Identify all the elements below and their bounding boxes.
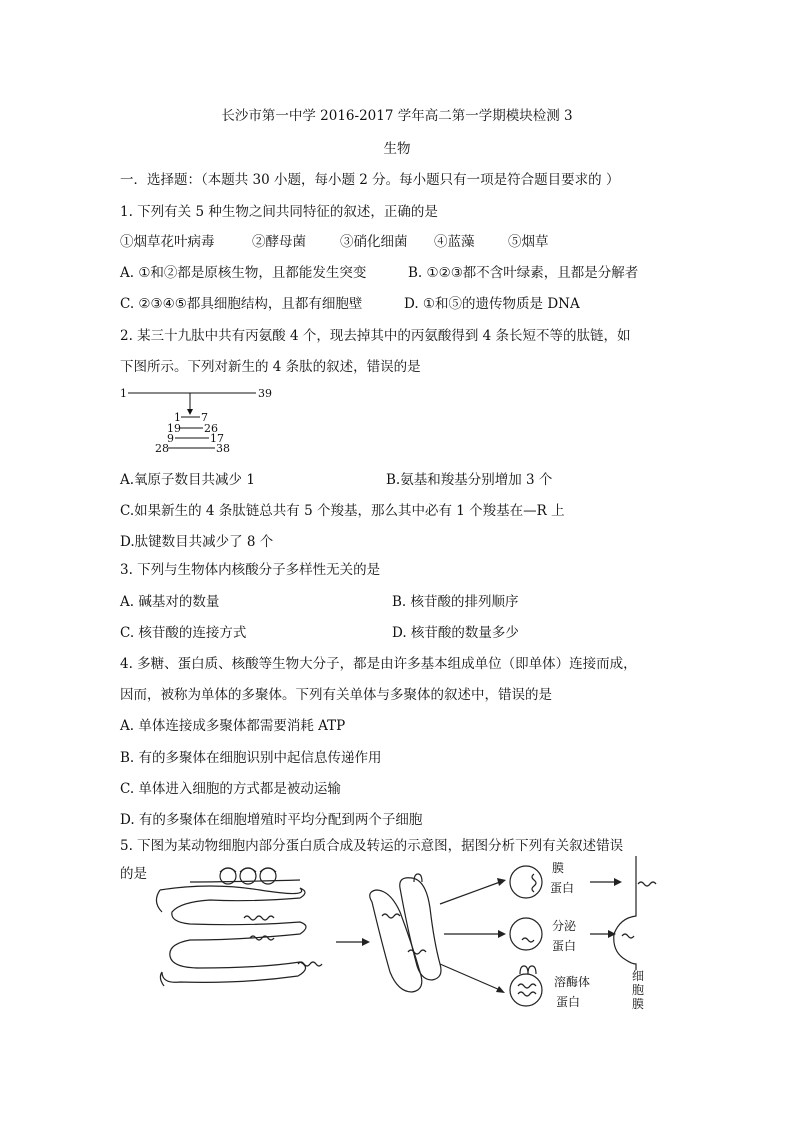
fig-top-left: 1 (120, 387, 127, 400)
mrna-strand (190, 880, 300, 882)
label-cell-membrane-char1: 细 (632, 969, 645, 983)
polypeptide-coil (408, 950, 426, 954)
q2-option-d: D.肽键数目共减少了 8 个 (120, 534, 274, 550)
label-membrane-protein-line2: 蛋白 (550, 881, 575, 895)
lysosome-vesicle (510, 974, 542, 1006)
q3-option-b: B. 核苷酸的排列顺序 (392, 594, 519, 610)
q5-stem-line2: 的是 (120, 866, 147, 882)
fig-row1-left: 1 (174, 411, 181, 424)
lysosome-receptor (520, 966, 536, 974)
ribosome-cap (220, 868, 276, 872)
label-secreted-protein-line2: 蛋白 (552, 939, 577, 953)
q1-option-b: B. ①②③都不含叶绿素，且都是分解者 (408, 265, 639, 281)
polypeptide-coil (382, 914, 400, 918)
q1-organism-1: ①烟草花叶病毒 (120, 234, 215, 250)
cell-membrane (614, 856, 636, 970)
arrowhead (362, 938, 370, 946)
protein-transport-figure (150, 852, 680, 1022)
label-lysosome-protein-line2: 蛋白 (556, 995, 581, 1009)
q4-option-c: C. 单体进入细胞的方式都是被动运输 (120, 781, 341, 797)
label-cell-membrane-char3: 膜 (632, 997, 645, 1011)
arrowhead (614, 878, 622, 886)
polypeptide-coil (298, 962, 322, 966)
fig-row2-right: 26 (204, 422, 218, 435)
q1-organism-2: ②酵母菌 (252, 234, 306, 250)
polypeptide-coil (518, 992, 536, 996)
arrowhead (497, 878, 506, 886)
q4-option-d: D. 有的多聚体在细胞增殖时平均分配到两个子细胞 (120, 812, 423, 828)
peptide-figure (118, 384, 288, 456)
q1-organism-4: ④蓝藻 (434, 234, 475, 250)
label-membrane-protein-line1: 膜 (552, 861, 565, 875)
q1-stem: 1. 下列有关 5 种生物之间共同特征的叙述，正确的是 (120, 204, 438, 220)
arrowhead (498, 930, 506, 938)
polypeptide-coil (522, 938, 534, 942)
polypeptide-coil (638, 882, 656, 886)
secretory-vesicle (510, 918, 542, 950)
exam-title: 长沙市第一中学 2016-2017 学年高二第一学期模块检测 3 (221, 108, 573, 124)
q1-organism-3: ③硝化细菌 (340, 234, 408, 250)
q2-option-c: C.如果新生的 4 条肽链总共有 5 个羧基，那么其中必有 1 个羧基在—R 上 (120, 503, 565, 519)
q4-option-b: B. 有的多聚体在细胞识别中起信息传递作用 (120, 750, 382, 766)
q2-option-b: B.氨基和羧基分别增加 3 个 (386, 472, 553, 488)
q1-option-d: D. ①和⑤的遗传物质是 DNA (404, 296, 580, 312)
q3-stem: 3. 下列与生物体内核酸分子多样性无关的是 (120, 562, 381, 578)
fig-row3-left: 9 (167, 432, 174, 445)
q2-option-a: A.氧原子数目共减少 1 (120, 472, 255, 488)
q4-option-a: A. 单体连接成多聚体都需要消耗 ATP (120, 718, 346, 734)
fig-row2-left: 19 (167, 422, 181, 435)
label-lysosome-protein-line1: 溶酶体 (554, 975, 591, 989)
fig-top-right: 39 (258, 387, 272, 400)
polypeptide-coil (244, 916, 274, 920)
polypeptide-coil (622, 934, 634, 938)
q1-organism-5: ⑤烟草 (508, 234, 549, 250)
q4-stem-line1: 4. 多糖、蛋白质、核酸等生物大分子，都是由许多基本组成单位（即单体）连接而成， (120, 656, 637, 672)
q1-option-a: A. ①和②都是原核生物，且都能发生突变 (120, 265, 367, 281)
q4-stem-line2: 因而，被称为单体的多聚体。下列有关单体与多聚体的叙述中，错误的是 (120, 687, 552, 703)
fig-row1-right: 7 (201, 411, 208, 424)
label-secreted-protein-line1: 分泌 (552, 919, 577, 933)
q5-stem-line1: 5. 下图为某动物细胞内部分蛋白质合成及转运的示意图，据图分析下列有关叙述错误 (120, 838, 624, 854)
polypeptide-coil (532, 874, 536, 892)
membrane-protein-vesicle (510, 866, 542, 898)
label-cell-membrane-char2: 胞 (632, 983, 645, 997)
fig-arrow-head (187, 409, 193, 415)
golgi-apparatus (370, 890, 422, 992)
q3-option-a: A. 碱基对的数量 (120, 594, 220, 610)
rough-er (156, 886, 306, 986)
section-heading: 一．选择题：（本题共 30 小题，每小题 2 分。每小题只有一项是符合题目要求的 ） (120, 172, 620, 188)
arrow-to-lysosome (440, 964, 500, 990)
polypeptide-coil (518, 984, 536, 988)
fig-row3-right: 17 (210, 432, 224, 445)
q2-stem-line1: 2. 某三十九肽中共有丙氨酸 4 个，现去掉其中的丙氨酸得到 4 条长短不等的肽链，如 (120, 328, 631, 344)
arrow-to-membrane-vesicle (440, 882, 500, 904)
q1-option-c: C. ②③④⑤都具细胞结构，且都有细胞壁 (120, 296, 363, 312)
arrowhead (496, 986, 505, 993)
q2-stem-line2: 下图所示。下列对新生的 4 条肽的叙述，错误的是 (120, 359, 421, 375)
fig-row4-right: 38 (216, 442, 230, 455)
fig-row4-left: 28 (155, 442, 169, 455)
q3-option-c: C. 核苷酸的连接方式 (120, 625, 247, 641)
q3-option-d: D. 核苷酸的数量多少 (392, 625, 519, 641)
subject-title: 生物 (383, 141, 411, 157)
